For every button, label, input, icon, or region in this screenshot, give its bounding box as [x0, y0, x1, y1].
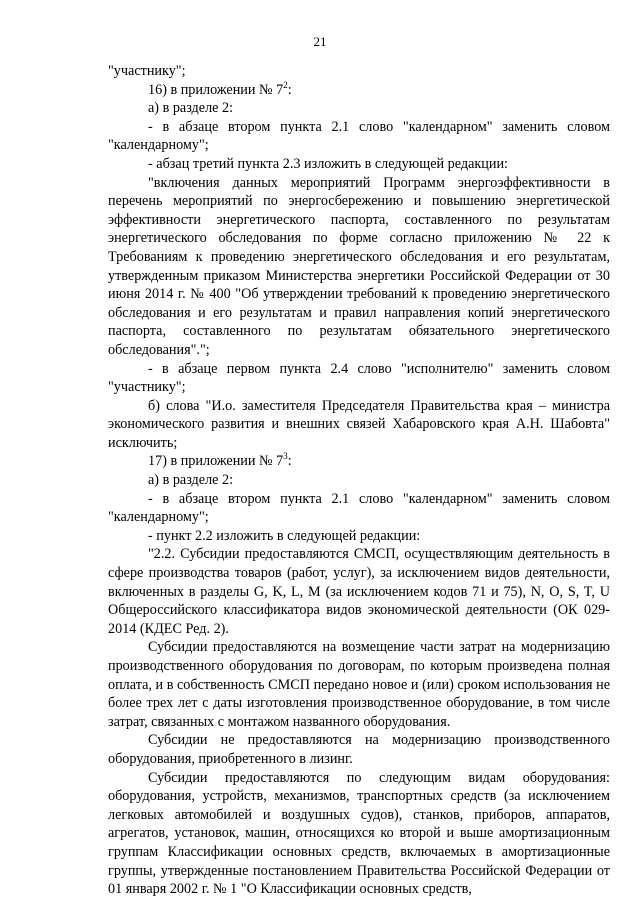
- paragraph: 17) в приложении № $7^3$:: [148, 451, 292, 470]
- superscript: 2: [283, 79, 288, 90]
- paragraph: "участнику";: [108, 63, 186, 79]
- paragraph: Субсидии не предоставляются на модернизацию производственного оборудования, приобретенного в лизинг.: [108, 732, 610, 767]
- document-body: [108, 62, 610, 899]
- paragraph: б) слова "И.о. заместителя Председателя Правительства края – министра экономического развития и внешних связей Хабаровского края А.Н. Шабовта" исключить;: [108, 397, 610, 451]
- paragraph: - в абзаце первом пункта 2.4 слово "исполнителю" заменить словом "участнику";: [108, 360, 610, 396]
- paragraph: Субсидии предоставляются на возмещение части затрат на модернизацию производственного оборудования по договорам, по которым произведена полная оплата, и в собственность СМСП передано новое и (или) сроком использования не более трех лет с даты изготовления производственное оборудование, в том числе затрат, связанных с монтажом названного оборудования.: [108, 639, 610, 730]
- paragraph: а) в разделе 2:: [148, 100, 234, 117]
- paragraph: Субсидии предоставляются по следующим видам оборудования: оборудования, устройств, механизмов, транспортных средств (за исключением легковых автомобилей и воздушных судов), станков, приборов, аппаратов, агрегатов, установок, машин, относящихся ко второй и выше амортизационным группам Классификации основных средств, включаемых в амортизационные группы, утвержденные постановлением Правительства Российской Федерации от 01 января 2002 г. № 1 "О Классификации основных средств,: [108, 769, 610, 898]
- page-number: 21: [313, 34, 327, 49]
- paragraph: а) в разделе 2:: [148, 472, 234, 489]
- paragraph: - в абзаце втором пункта 2.1 слово "календарном" заменить словом "календарному";: [108, 490, 610, 526]
- paragraph: "2.2. Субсидии предоставляются СМСП, осуществляющим деятельность в сфере производства товаров (работ, услуг), за исключением видов деятельности, включенных в разделы G, K, L, M (за исключением кодов 71 и 75), N, O, S, T, U Общероссийского классификатора видов экономической деятельности (ОК 029-2014 (КДЕС Ред. 2).: [108, 546, 610, 637]
- paragraph: "включения данных мероприятий Программ энергоэффективности в перечень мероприятий по энергосбережению и повышению энергетической эффективности энергетического паспорта, составленного по результатам энергетического обследования по форме согласно приложению № 22 к Требованиям к проведению энергетического обследования и его результатам, утвержденным приказом Министерства энергетики Российской Федерации от 30 июня 2014 г. № 400 "Об утверждении требований к проведению энергетического обследования и его результатам и правил направления копий энергетического паспорта, составленного по результатам обязательного энергетического обследования".";: [108, 174, 610, 358]
- superscript: 3: [283, 451, 288, 462]
- paragraph: 16) в приложении № $7^2$:: [148, 79, 292, 98]
- paragraph: - в абзаце втором пункта 2.1 слово "календарном" заменить словом "календарному";: [108, 118, 610, 154]
- paragraph: - пункт 2.2 изложить в следующей редакции:: [148, 527, 421, 544]
- paragraph: - абзац третий пункта 2.3 изложить в следующей редакции:: [148, 155, 508, 172]
